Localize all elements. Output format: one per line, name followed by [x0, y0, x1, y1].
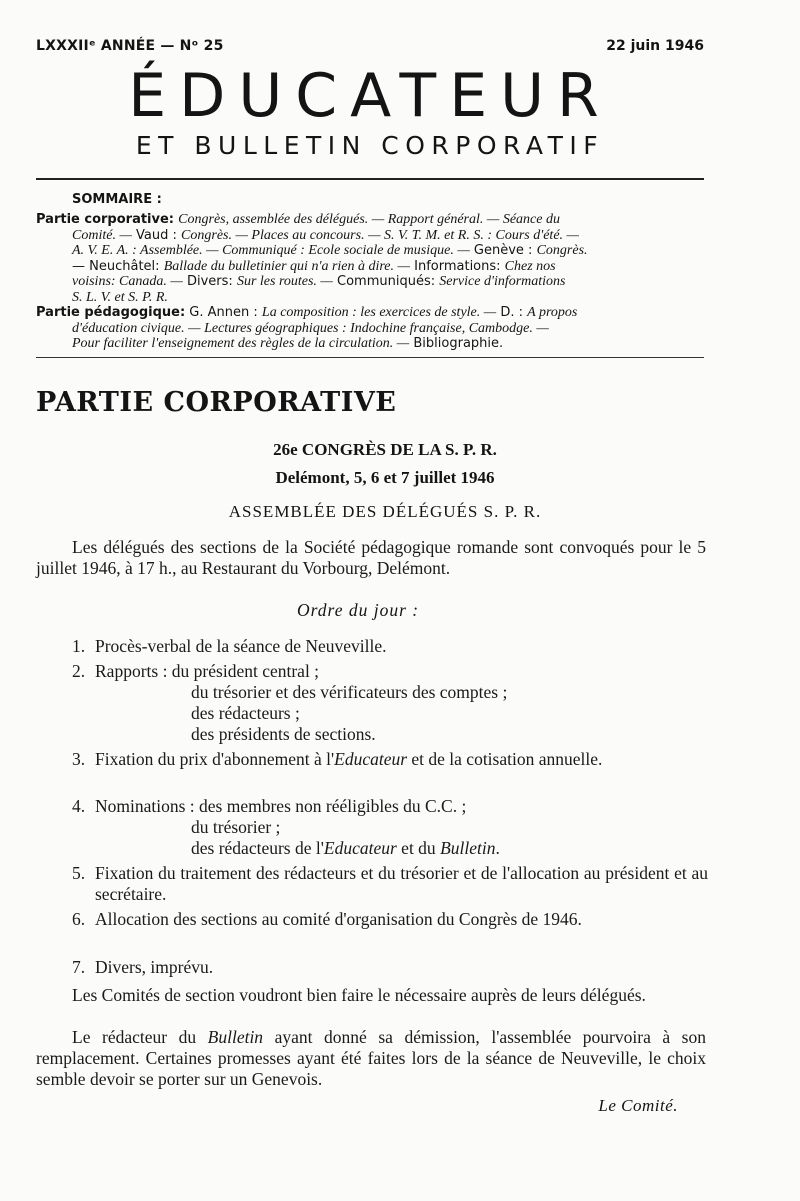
signature: Le Comité.: [598, 1096, 678, 1115]
agenda-item: 7. Divers, imprévu.: [72, 957, 214, 977]
agenda-item: 2. Rapports : du président central ;: [72, 661, 320, 681]
issue-date: 22 juin 1946: [606, 38, 704, 54]
agenda-item: 6. Allocation des sections au comité d'organisation du Congrès de 1946.: [72, 909, 582, 929]
closing-paragraph: Les Comités de section voudront bien faire le nécessaire auprès de leurs délégués.: [72, 985, 646, 1005]
toc-label: Partie pédagogique:: [36, 305, 186, 320]
sommaire-divider: [36, 357, 704, 358]
sommaire-heading: SOMMAIRE :: [72, 192, 162, 207]
assembly-title: ASSEMBLÉE DES DÉLÉGUÉS S. P. R.: [228, 502, 542, 521]
ordre-du-jour-heading: Ordre du jour :: [297, 600, 420, 620]
agenda-item: 1. Procès-verbal de la séance de Neuveville.: [72, 636, 387, 656]
agenda-subline: des rédacteurs ;: [191, 703, 300, 723]
agenda-subline: du trésorier et des vérificateurs des comptes ;: [191, 682, 508, 702]
masthead-title: ÉDUCATEUR: [128, 61, 612, 131]
congress-place: Delémont, 5, 6 et 7 juillet 1946: [275, 468, 495, 487]
agenda-subline: des présidents de sections.: [191, 724, 376, 744]
agenda-subline: des rédacteurs de l'Educateur et du Bulletin.: [191, 838, 500, 858]
toc-partie-pedagogique: Partie pédagogique: G. Annen : La composition : les exercices de style. — D. : A propos d'éducation civique. — Lectures géographiques : Indochine française, Cambodge. — Pour faciliter l'enseignement des règles de la circulation. — Bibliographie.: [36, 305, 578, 352]
agenda-item: 3. Fixation du prix d'abonnement à l'Educateur et de la cotisation annuelle.: [72, 749, 603, 769]
agenda-subline: du trésorier ;: [191, 817, 281, 837]
toc-partie-corporative: Partie corporative: Congrès, assemblée des délégués. — Rapport général. — Séance du Comité. — Vaud : Congrès. — Places au concours. — S. V. T. M. et R. S. : Cours d'été. — A. V. E. A. : Assemblée. — Communiqué : Ecole sociale de musique. — Genève : Congrès. — Neuchâtel: Ballade du bulletinier qui n'a rien à dire. — Informations: Chez nos voisins: Canada. — Divers: Sur les routes. — Communiqués: Service d'informations S. L. V. et S. P. R.: [36, 212, 588, 305]
masthead-subtitle: ET BULLETIN CORPORATIF: [135, 131, 605, 160]
issue-number: LXXXIIᵉ ANNÉE — Nᵒ 25: [36, 38, 224, 54]
toc-label: Partie corporative:: [36, 212, 175, 227]
top-divider: [36, 178, 704, 180]
convocation-paragraph: Les délégués des sections de la Société pédagogique romande sont convoqués pour le 5 juillet 1946, à 17 h., au Restaurant du Vorbourg, Delémont.: [36, 537, 706, 578]
congress-title: 26e CONGRÈS DE LA S. P. R.: [273, 440, 497, 459]
closing-paragraph: Le rédacteur du Bulletin ayant donné sa démission, l'assemblée pourvoira à son remplacement. Certaines promesses ayant été faites lors de la séance de Neuveville, le choix semble devoir se porter sur un Genevois.: [36, 1027, 706, 1089]
agenda-item: 4. Nominations : des membres non rééligibles du C.C. ;: [72, 796, 467, 816]
agenda-item: 5. Fixation du traitement des rédacteurs et du trésorier et de l'allocation au président et au secrétaire.: [72, 863, 708, 904]
section-heading: PARTIE CORPORATIVE: [36, 387, 397, 418]
